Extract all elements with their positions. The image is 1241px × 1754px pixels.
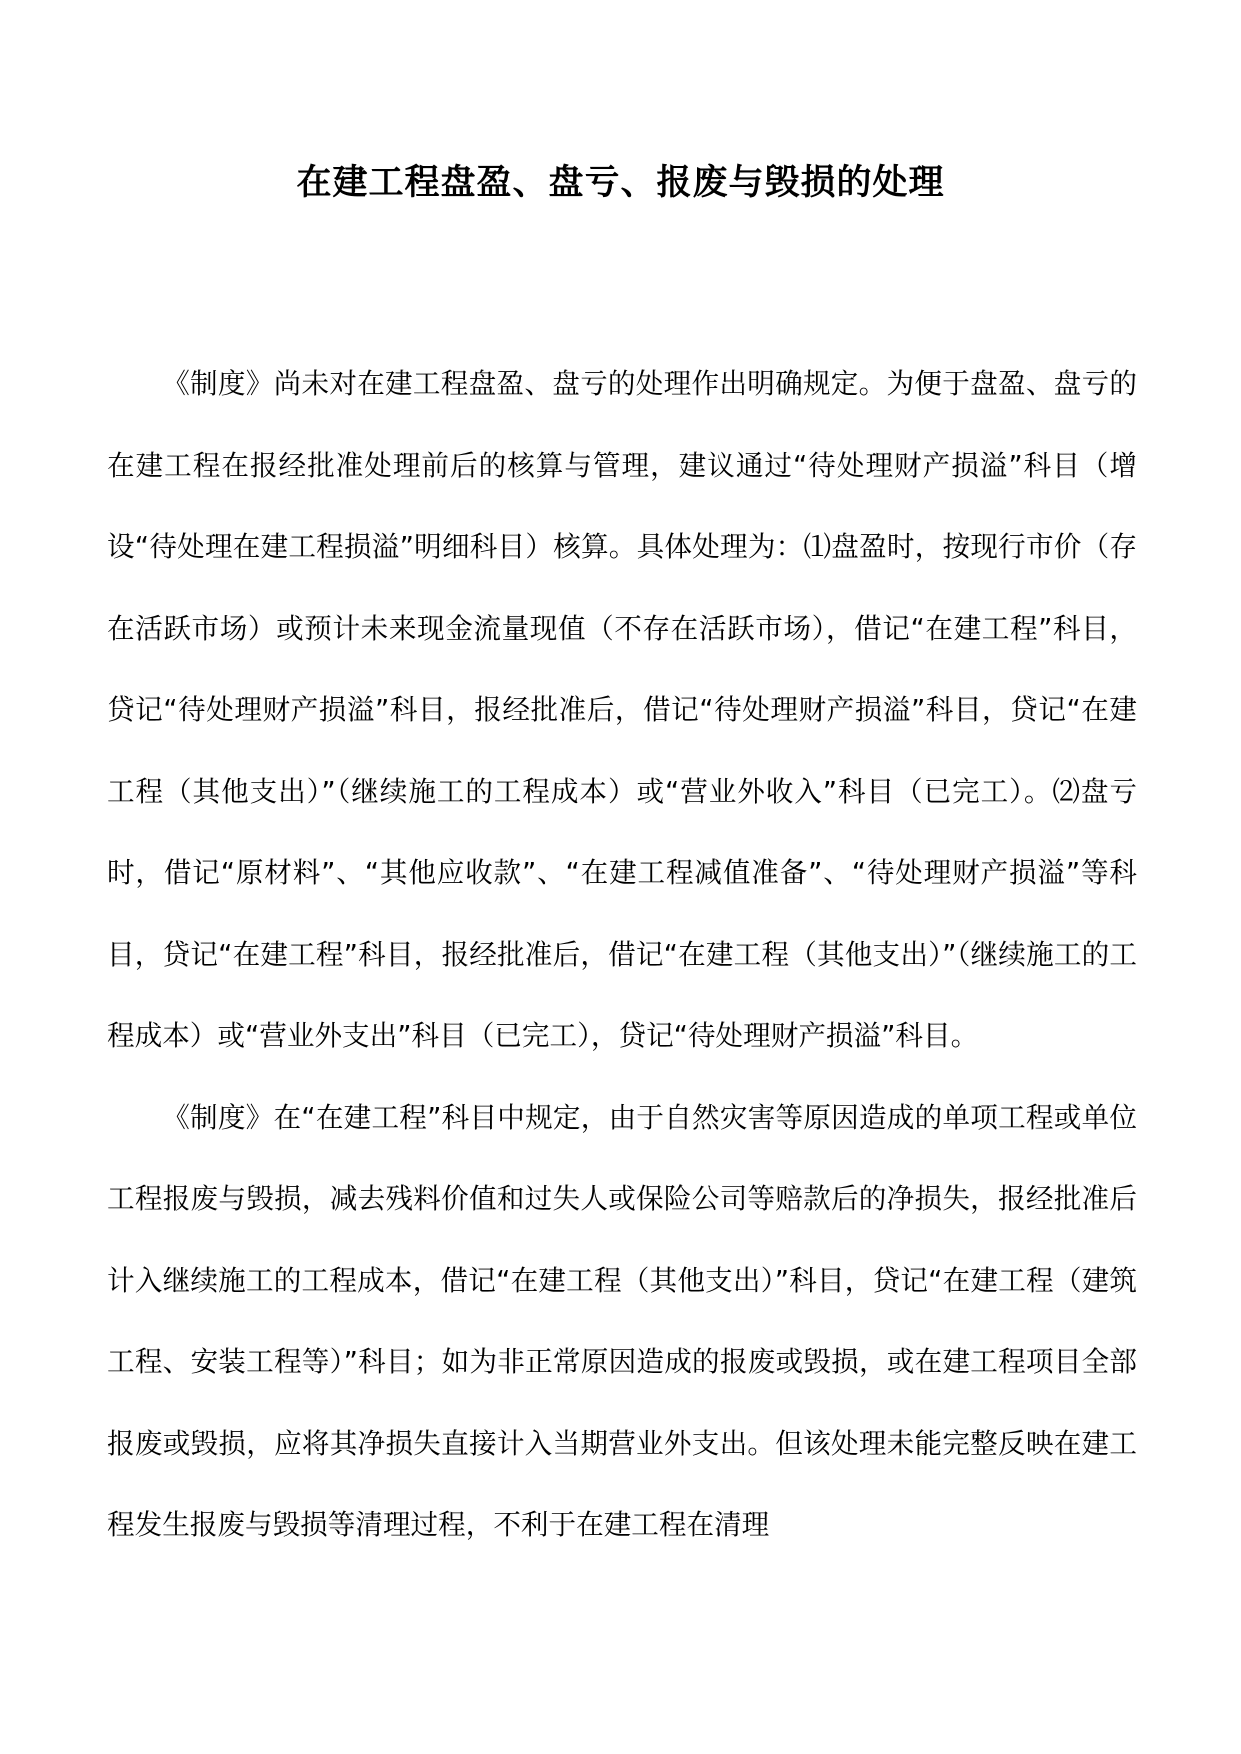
document-body — [107, 343, 1137, 1566]
document-title: 在建工程盘盈、盘亏、报废与毁损的处理 — [296, 162, 945, 203]
paragraph-1: 《制度》尚未对在建工程盘盈、盘亏的处理作出明确规定。为便于盘盈、盘亏的在建工程在报经批准处理前后的核算与管理，建议通过“待处理财产损溢”科目（增设“待处理在建工程损溢”明细科目）核算。具体处理为：⑴盘盈时，按现行市价（存在活跃市场）或预计未来现金流量现值（不存在活跃市场），借记“在建工程”科目，贷记“待处理财产损溢”科目，报经批准后，借记“待处理财产损溢”科目，贷记“在建工程（其他支出）”（继续施工的工程成本）或“营业外收入”科目（已完工）。⑵盘亏时，借记“原材料”、“其他应收款”、“在建工程减值准备”、“待处理财产损溢”等科目，贷记“在建工程”科目，报经批准后，借记“在建工程（其他支出）”（继续施工的工程成本）或“营业外支出”科目（已完工），贷记“待处理财产损溢”科目。 — [107, 367, 1137, 1052]
paragraph-2: 《制度》在“在建工程”科目中规定，由于自然灾害等原因造成的单项工程或单位工程报废与毁损，减去残料价值和过失人或保险公司等赔款后的净损失，报经批准后计入继续施工的工程成本，借记“在建工程（其他支出）”科目，贷记“在建工程（建筑工程、安装工程等）”科目；如为非正常原因造成的报废或毁损，或在建工程项目全部报废或毁损，应将其净损失直接计入当期营业外支出。但该处理未能完整反映在建工程发生报废与毁损等清理过程，不利于在建工程在清理 — [107, 1100, 1137, 1541]
